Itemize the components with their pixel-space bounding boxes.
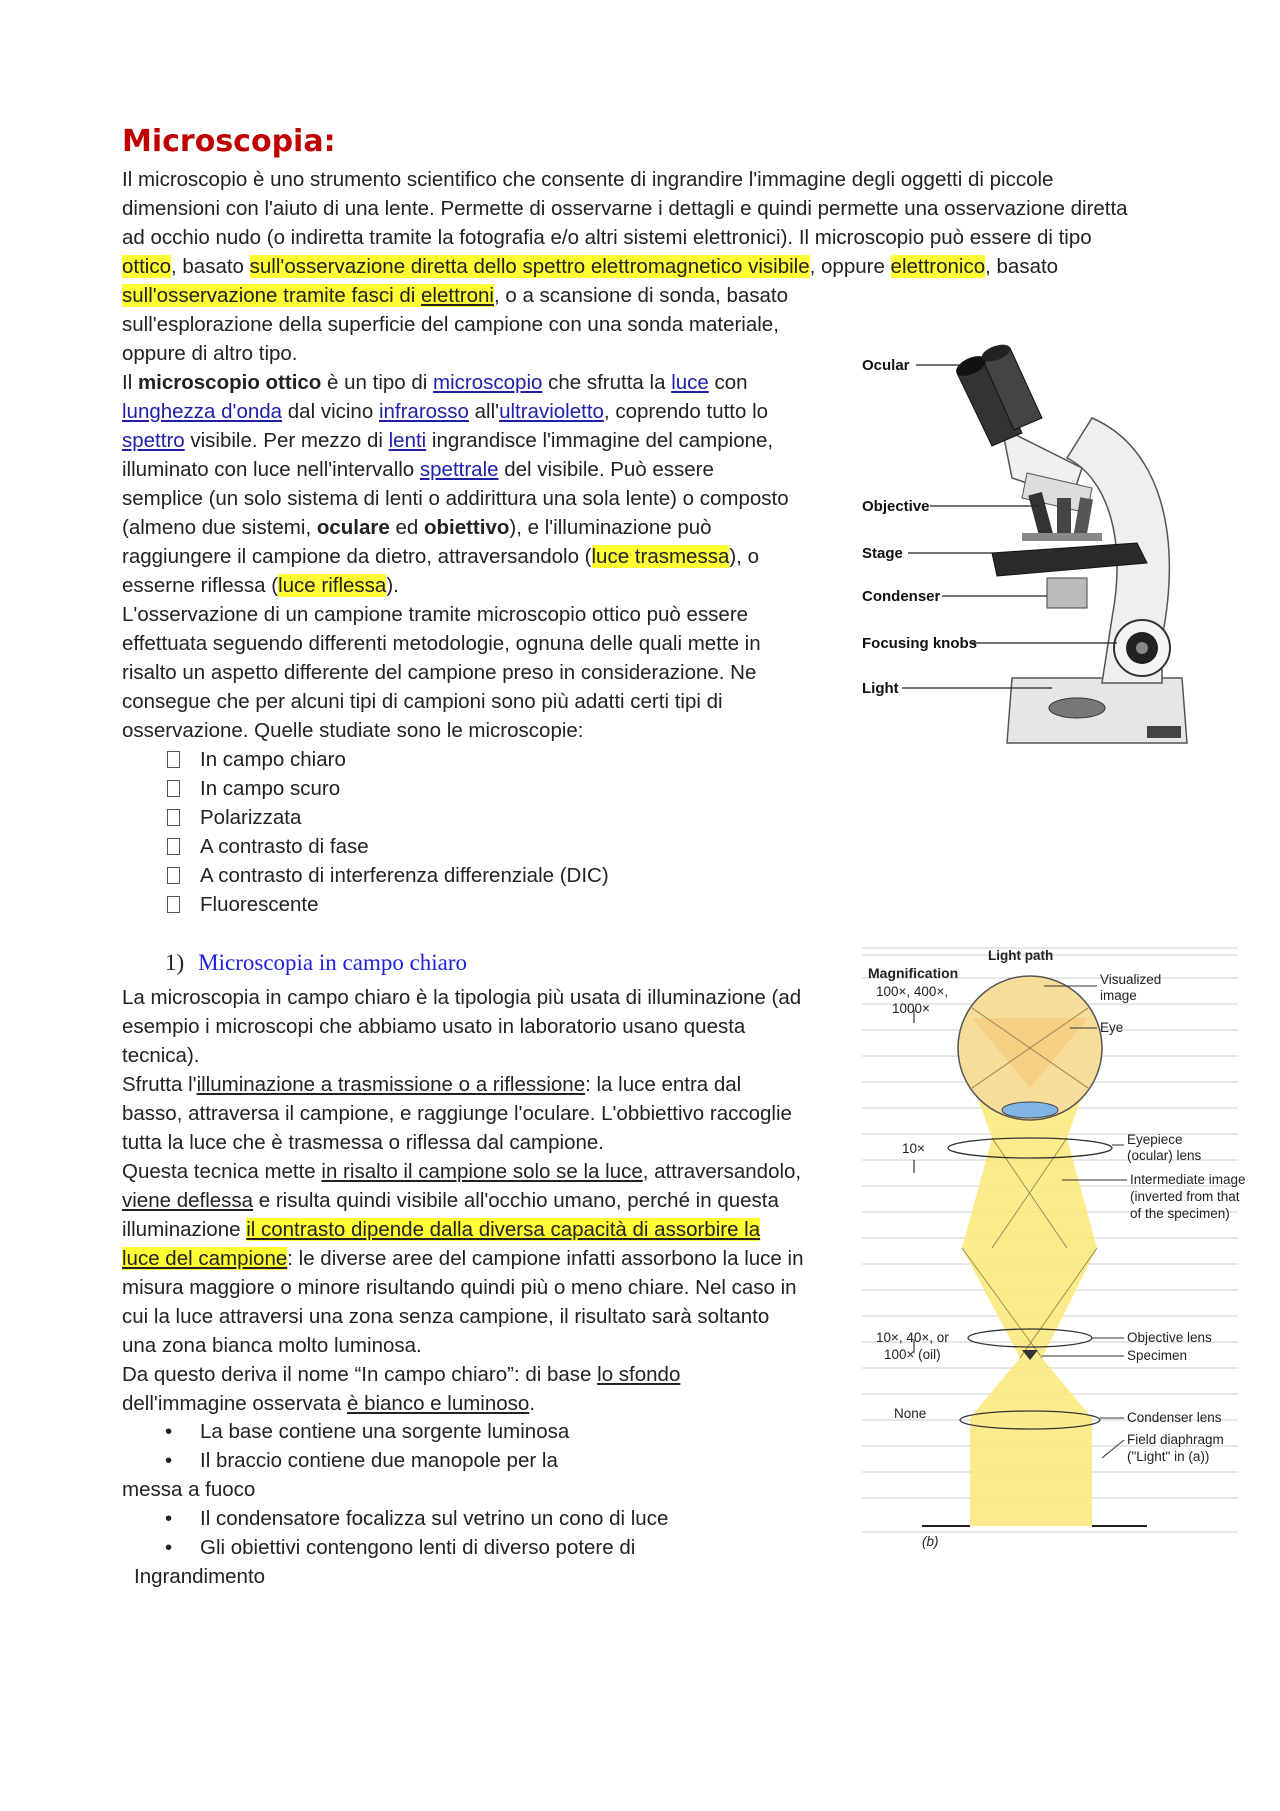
bullet-icon: • xyxy=(165,1536,173,1559)
page-title: Microscopia: xyxy=(122,124,336,159)
list-item: • Gli obiettivi contengono lenti di diverso potere di xyxy=(122,1533,668,1562)
link-luce[interactable]: luce xyxy=(671,371,709,394)
magnification-label: Magnification xyxy=(868,965,959,981)
highlight-contrasto: il contrasto dipende dalla diversa capacità di assorbire la xyxy=(246,1218,761,1241)
svg-text:Intermediate image: Intermediate image xyxy=(1130,1172,1246,1187)
microscope-illustration xyxy=(862,338,1197,746)
osservazione-paragraph: L'osservazione di un campione tramite microscopio ottico può essere effettuata seguendo differenti metodologie, ognuna delle quali mette in risalto un aspetto differente del campione preso in considerazione. Ne consegue che per alcuni tipi di campioni sono più adatti certi tipi di osservazione. Quelle studiate sono le microscopie: xyxy=(122,603,761,742)
metodologie-list xyxy=(122,745,609,919)
highlight-spettro: sull'osservazione diretta dello spettro elettromagnetico visibile xyxy=(249,255,810,278)
bullet-icon: • xyxy=(165,1420,173,1443)
light-path-diagram xyxy=(862,948,1246,1549)
svg-text:(ocular) lens: (ocular) lens xyxy=(1127,1148,1202,1163)
list-item: • La base contiene una sorgente luminosa xyxy=(122,1417,668,1446)
link-microscopio[interactable]: microscopio xyxy=(433,371,543,394)
list-item: In campo scuro xyxy=(122,774,609,803)
componenti-list xyxy=(122,1417,668,1591)
link-infrarosso[interactable]: infrarosso xyxy=(378,400,469,423)
list-item: Polarizzata xyxy=(122,803,609,832)
label-ocular: Ocular xyxy=(862,357,910,374)
svg-text:Eye: Eye xyxy=(1100,1020,1124,1035)
highlight-ottico: ottico xyxy=(122,255,171,278)
svg-text:Condenser lens: Condenser lens xyxy=(1127,1410,1222,1425)
svg-text:(inverted from that: (inverted from that xyxy=(1130,1189,1240,1204)
bullet-icon: • xyxy=(165,1449,173,1472)
diagram-header: Light path xyxy=(988,948,1054,963)
svg-text:100× (oil): 100× (oil) xyxy=(884,1347,941,1362)
checkbox-glyph-icon xyxy=(162,774,184,803)
highlight-elettronico: elettronico xyxy=(890,255,986,278)
highlight-luce-campione: luce del campione xyxy=(122,1247,288,1270)
svg-text:(b): (b) xyxy=(922,1534,939,1549)
svg-text:100×, 400×,: 100×, 400×, xyxy=(876,984,949,999)
checkbox-glyph-icon xyxy=(162,832,184,861)
highlight-elettroni: elettroni xyxy=(421,284,494,307)
list-item: Fluorescente xyxy=(122,890,609,919)
svg-text:Visualized: Visualized xyxy=(1100,972,1162,987)
svg-text:Eyepiece: Eyepiece xyxy=(1127,1132,1183,1147)
ottico-paragraph: Il microscopio ottico è un tipo di microscopio che sfrutta la luce con lunghezza d'onda dal vicino infrarosso all'ultravioletto, coprendo tutto lo spettro visibile. Per mezzo di lenti ingrandisce l'immagine del campione, illuminato con luce nell'intervallo spettrale del visibile. Può essere semplice (un solo sistema di lenti o addirittura una sola lente) o composto (almeno due sistemi, oculare ed obiettivo), e l'illuminazione può raggiungere il campione da dietro, attraversandolo (luce trasmessa), o esserne riflessa (luce riflessa). xyxy=(122,371,789,597)
intro-paragraph: Il microscopio è uno strumento scientifico che consente di ingrandire l'immagine degli oggetti di piccole dimensioni con l'aiuto di una lente. Permette di osservarne i dettagli e quindi permette una osservazione diretta ad occhio nudo (o indiretta tramite la fotografia e/o altri sistemi elettronici). Il microscopio può essere di tipo ottico, basato sull'osservazione diretta dello spettro elettromagnetico visibile, oppure elettronico, basato sull'osservazione tramite fasci di elettroni, o a scansione di sonda, basato sull'esplorazione della superficie del campione con una sonda materiale, oppure di altro tipo. xyxy=(122,168,1128,365)
highlight-fasci: sull'osservazione tramite fasci di xyxy=(122,284,422,307)
list-item-continuation: Ingrandimento xyxy=(134,1565,266,1588)
link-spettro[interactable]: spettro xyxy=(122,429,185,452)
svg-text:Field diaphragm: Field diaphragm xyxy=(1127,1432,1224,1447)
link-lenti[interactable]: lenti xyxy=(388,429,427,452)
list-item: In campo chiaro xyxy=(122,745,609,774)
label-light: Light xyxy=(862,680,899,697)
list-item: • Il condensatore focalizza sul vetrino un cono di luce xyxy=(122,1504,668,1533)
svg-text:("Light" in (a)): ("Light" in (a)) xyxy=(1127,1449,1210,1464)
section-heading: 1) Microscopia in campo chiaro xyxy=(165,950,468,975)
highlight-luce-trasmessa: luce trasmessa xyxy=(591,545,730,568)
label-stage: Stage xyxy=(862,545,903,562)
label-focusing-knobs: Focusing knobs xyxy=(862,635,978,652)
checkbox-glyph-icon xyxy=(162,861,184,890)
svg-text:10×, 40×, or: 10×, 40×, or xyxy=(876,1330,949,1345)
checkbox-glyph-icon xyxy=(162,745,184,774)
label-condenser: Condenser xyxy=(862,588,941,605)
link-lunghezza-onda[interactable]: lunghezza d'onda xyxy=(122,400,283,423)
link-spettrale[interactable]: spettrale xyxy=(419,458,499,481)
svg-text:of the specimen): of the specimen) xyxy=(1130,1206,1230,1221)
svg-text:Specimen: Specimen xyxy=(1127,1348,1188,1363)
checkbox-glyph-icon xyxy=(162,803,184,832)
svg-text:Objective lens: Objective lens xyxy=(1127,1330,1212,1345)
svg-text:None: None xyxy=(894,1406,927,1421)
highlight-luce-riflessa: luce riflessa xyxy=(278,574,387,597)
list-item-continuation: messa a fuoco xyxy=(122,1478,256,1501)
list-item: A contrasto di interferenza differenziale (DIC) xyxy=(122,861,609,890)
list-item: A contrasto di fase xyxy=(122,832,609,861)
label-objective: Objective xyxy=(862,498,930,515)
list-item: • Il braccio contiene due manopole per la xyxy=(122,1446,668,1475)
checkbox-glyph-icon xyxy=(162,890,184,919)
campo-chiaro-paragraph: La microscopia in campo chiaro è la tipologia più usata di illuminazione (ad esempio i microscopi che abbiamo usato in laboratorio usano questa tecnica). Sfrutta l'illuminazione a trasmissione o a riflessione: la luce entra dal basso, attraversa il campione, e raggiunge l'oculare. L'obbiettivo raccoglie tutta la luce che è trasmessa o riflessa dal campione. Questa tecnica mette in risalto il campione solo se la luce, attraversandolo, viene deflessa e risulta quindi visibile all'occhio umano, perché in questa illuminazione il contrasto dipende dalla diversa capacità di assorbire la luce del campione: le diverse aree del campione infatti assorbono la luce in misura maggiore o minore risultando quindi più o meno chiare. Nel caso in cui la luce attraversi una zona senza campione, il risultato sarà soltanto una zona bianca molto luminosa. Da questo deriva il nome “In campo chiaro”: di base lo sfondo dell'immagine osservata è bianco e luminoso. xyxy=(122,986,804,1415)
bullet-icon: • xyxy=(165,1507,173,1530)
svg-text:10×: 10× xyxy=(902,1141,925,1156)
svg-text:image: image xyxy=(1100,988,1137,1003)
link-ultravioletto[interactable]: ultravioletto xyxy=(499,400,604,423)
svg-text:1000×: 1000× xyxy=(892,1001,930,1016)
